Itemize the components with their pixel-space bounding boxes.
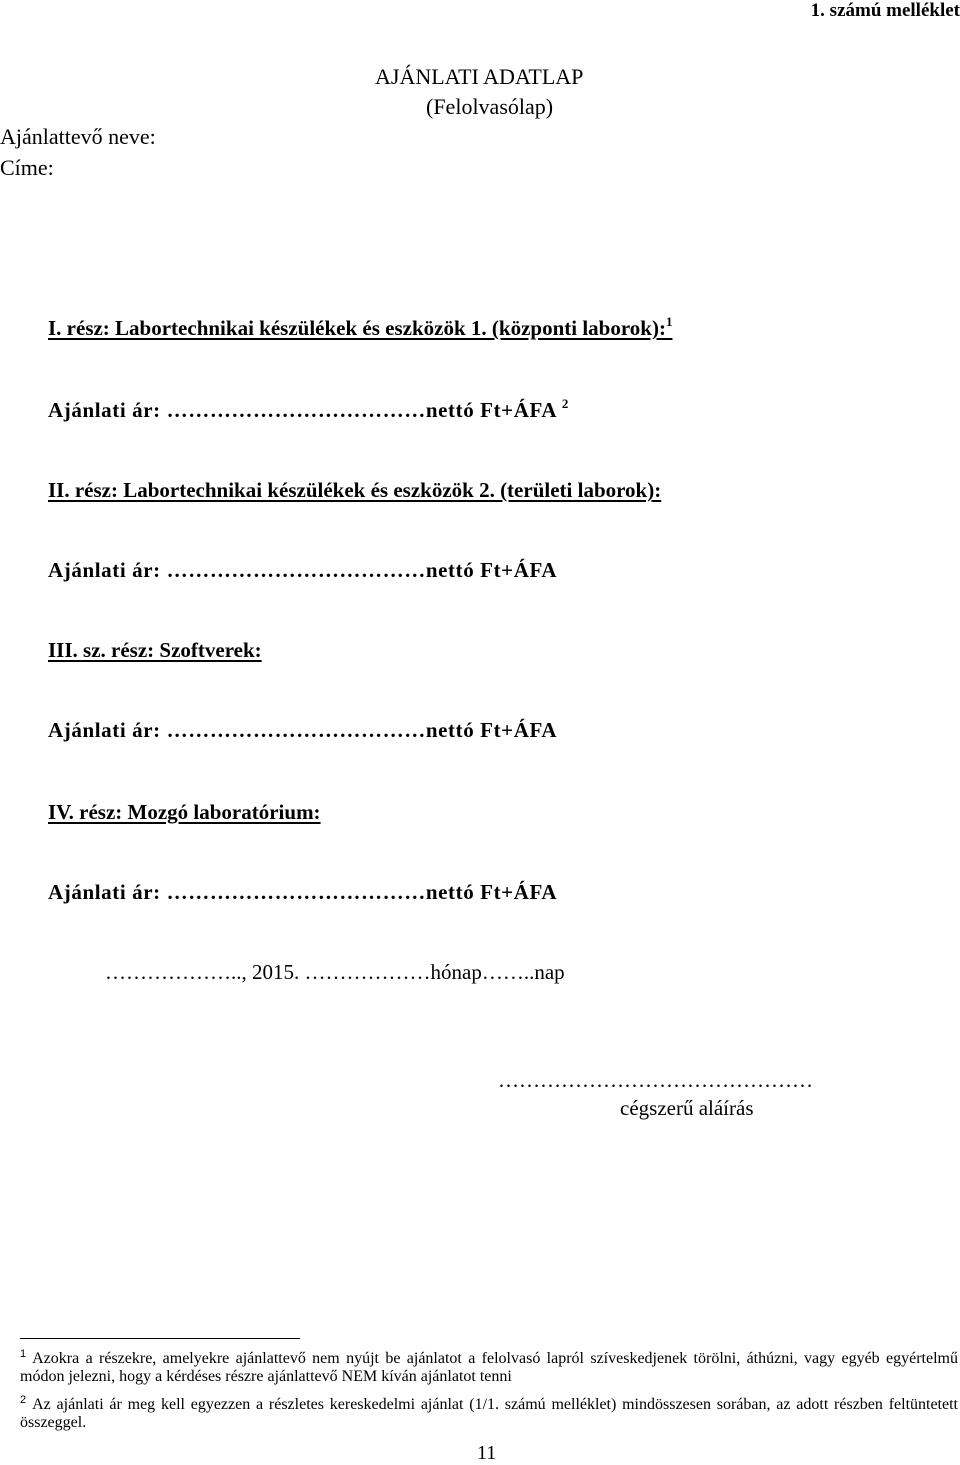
address-label: Címe: xyxy=(0,155,54,180)
signature-label: cégszerű aláírás xyxy=(620,1096,754,1120)
signature-line: ……………………………………… xyxy=(498,1068,813,1092)
footnote-divider xyxy=(20,1338,300,1339)
section-heading-text: I. rész: Labortechnikai készülékek és eszközök 1. (központi laborok): xyxy=(48,316,666,340)
price-label: Ajánlati ár: xyxy=(48,718,161,742)
price-blank: ……………………………… xyxy=(166,880,426,904)
price-line-2 xyxy=(48,558,557,583)
footnote-ref-2: 2 xyxy=(561,396,569,411)
section-heading-2 xyxy=(48,478,661,503)
price-label: Ajánlati ár: xyxy=(48,398,161,422)
page-number: 11 xyxy=(477,1442,497,1464)
section-heading-4 xyxy=(48,800,321,825)
price-unit: nettó Ft+ÁFA xyxy=(425,718,558,742)
price-line-1 xyxy=(48,398,569,423)
section-heading-text: II. rész: Labortechnikai készülékek és eszközök 2. (területi laborok): xyxy=(48,478,662,502)
footnote-text: Azokra a részekre, amelyekre ajánlattevő nem nyújt be ajánlatot a felolvasó lapról szíveskedjenek törölni, áthúzni, vagy egyéb egyértelmű módon jelezni, hogy a kérdéses részre ajánlattevő NEM kíván ajánlatot tenni xyxy=(20,1350,958,1385)
price-blank: ……………………………… xyxy=(166,398,426,422)
price-unit: nettó Ft+ÁFA xyxy=(425,398,556,422)
footnote-mark: 2 xyxy=(20,1394,27,1406)
bidder-name-label: Ajánlattevő neve: xyxy=(0,124,156,149)
footnote-1 xyxy=(20,1350,958,1386)
footnote-ref-1: 1 xyxy=(665,314,673,329)
footnote-text: Az ajánlati ár meg kell egyezzen a részletes kereskedelmi ajánlat (1/1. számú melléklet) mindösszesen sorában, az adott részben feltüntetett összeggel. xyxy=(20,1396,958,1431)
price-label: Ajánlati ár: xyxy=(48,558,161,582)
price-blank: ……………………………… xyxy=(166,718,426,742)
section-heading-text: IV. rész: Mozgó laboratórium: xyxy=(48,800,321,824)
footnote-2 xyxy=(20,1396,958,1432)
form-subtitle: (Felolvasólap) xyxy=(426,94,554,119)
date-line: ……………….., 2015. ………………hónap……..nap xyxy=(105,960,565,984)
footnote-mark: 1 xyxy=(20,1348,27,1360)
section-heading-1 xyxy=(48,316,672,341)
price-blank: ……………………………… xyxy=(166,558,426,582)
price-unit: nettó Ft+ÁFA xyxy=(425,558,558,582)
price-line-3 xyxy=(48,718,557,743)
price-label: Ajánlati ár: xyxy=(48,880,161,904)
price-line-4 xyxy=(48,880,557,905)
annex-label: 1. számú melléklet xyxy=(810,0,960,21)
price-unit: nettó Ft+ÁFA xyxy=(425,880,558,904)
section-heading-text: III. sz. rész: Szoftverek: xyxy=(48,638,262,662)
section-heading-3 xyxy=(48,638,262,663)
form-title: AJÁNLATI ADATLAP xyxy=(375,64,584,89)
